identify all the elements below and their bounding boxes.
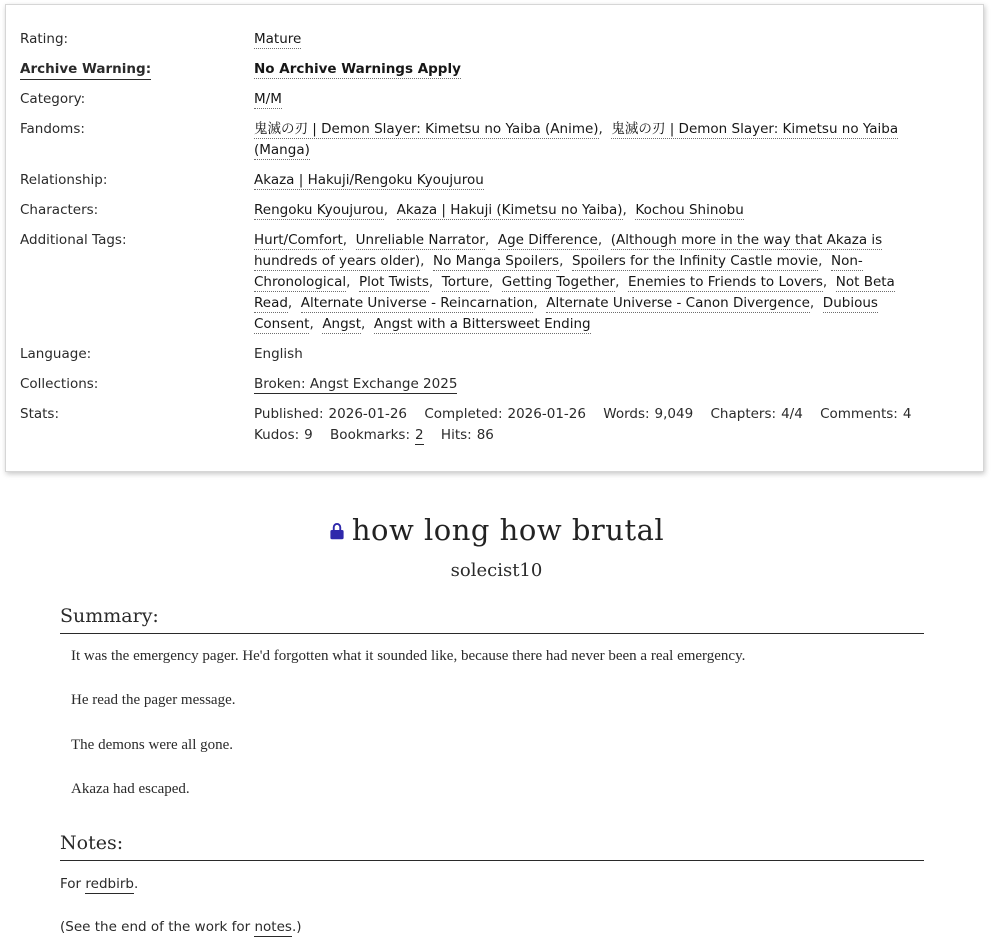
collection-link[interactable]: Broken: Angst Exchange 2025 (254, 375, 458, 392)
notes-heading: Notes: (60, 832, 924, 861)
collections-label: Collections: (20, 375, 99, 392)
meta-row-rating (15, 29, 973, 50)
relationship-tags (254, 170, 930, 191)
tag-link[interactable]: Alternate Universe - Canon Divergence (546, 294, 810, 311)
archive-warning-label: Archive Warning: (15, 59, 254, 80)
characters-label: Characters: (20, 201, 99, 218)
tag-separator: , (533, 294, 547, 311)
additional-tags (254, 230, 930, 335)
stat-value: 9,049 (654, 405, 694, 422)
tag-separator: , (428, 273, 442, 290)
tag-link[interactable]: Mature (254, 30, 302, 47)
tag-link[interactable]: Dubious Consent (254, 294, 878, 332)
meta-row-additional-tags (15, 230, 973, 335)
tag-link[interactable]: Alternate Universe - Reincarnation (300, 294, 534, 311)
additional-tags-label: Additional Tags: (20, 231, 127, 248)
tag-link[interactable]: Hurt/Comfort (254, 231, 343, 248)
tag-separator: , (309, 315, 323, 332)
work-preface (0, 513, 993, 938)
stat-label: Completed: (424, 405, 503, 422)
stat-label: Hits: (440, 426, 472, 443)
category-label: Category: (20, 90, 86, 107)
lock-icon (329, 513, 345, 547)
end-notes-note: (See the end of the work for notes.) (60, 919, 302, 935)
author-link[interactable]: solecist10 (450, 560, 543, 581)
stat-label: Chapters: (710, 405, 777, 422)
tag-separator: , (615, 273, 628, 290)
work-meta-list (15, 29, 973, 446)
tag-separator: , (622, 201, 636, 218)
tag-link[interactable]: Unreliable Narrator (355, 231, 485, 248)
notes-module (60, 832, 924, 938)
tag-separator: , (342, 231, 356, 248)
relationship-label: Relationship: (20, 171, 108, 188)
work-metadata-panel (5, 4, 984, 472)
tag-link[interactable]: Age Difference (497, 231, 598, 248)
tag-link[interactable]: Kochou Shinobu (635, 201, 744, 218)
character-tags (254, 200, 930, 221)
rating-tags (254, 29, 930, 50)
meta-row-category (15, 89, 973, 110)
summary-paragraph: The demons were all gone. (71, 736, 234, 753)
meta-row-characters (15, 200, 973, 221)
summary-paragraph: It was the emergency pager. He'd forgotten what it sounded like, because there had never been a real emergency. (71, 648, 746, 664)
stat-label: Bookmarks: (330, 426, 411, 443)
meta-row-stats (15, 404, 973, 446)
stat-value-link[interactable]: 2 (415, 426, 424, 443)
tag-link[interactable]: Not Beta Read (254, 273, 895, 311)
tag-link[interactable]: Getting Together (501, 273, 616, 290)
tag-link[interactable]: Torture (441, 273, 489, 290)
meta-row-collections (15, 374, 973, 395)
stat-value: 2026-01-26 (328, 405, 408, 422)
tag-link[interactable]: M/M (254, 90, 282, 107)
tag-separator: , (598, 120, 612, 137)
work-title (0, 513, 993, 547)
fandom-tags (254, 119, 930, 161)
tag-separator: , (287, 294, 301, 311)
gift-note: For redbirb. (60, 876, 139, 892)
tag-link[interactable]: Enemies to Friends to Lovers (628, 273, 823, 290)
tag-separator: , (383, 201, 397, 218)
fandoms-label: Fandoms: (20, 120, 85, 137)
collections-value (254, 374, 930, 395)
tag-link[interactable]: Plot Twists (358, 273, 429, 290)
notes-body (60, 874, 924, 938)
tag-separator: , (346, 273, 359, 290)
category-tags (254, 89, 930, 110)
summary-text (71, 648, 924, 798)
tag-separator: , (361, 315, 374, 332)
tag-link[interactable]: Angst with a Bittersweet Ending (373, 315, 591, 332)
byline (0, 560, 993, 581)
stats-values (254, 404, 930, 446)
stat-label: Words: (603, 405, 650, 422)
stat-value: 86 (476, 426, 494, 443)
stat-value: 2026-01-26 (507, 405, 586, 422)
tag-link[interactable]: Spoilers for the Infinity Castle movie (571, 252, 819, 269)
language-label: Language: (20, 345, 92, 362)
summary-paragraph: Akaza had escaped. (71, 780, 190, 797)
end-notes-link[interactable]: notes (254, 919, 292, 935)
tag-link[interactable]: Non-Chronological (254, 252, 863, 290)
summary-heading: Summary: (60, 605, 924, 634)
tag-link[interactable]: Akaza | Hakuji/Rengoku Kyoujurou (254, 171, 484, 188)
tag-link[interactable]: Rengoku Kyoujurou (254, 201, 384, 218)
tag-link[interactable]: Akaza | Hakuji (Kimetsu no Yaiba) (396, 201, 623, 218)
meta-row-archive-warning (15, 59, 973, 80)
stat-value: 9 (304, 426, 313, 443)
summary-paragraph: He read the pager message. (71, 692, 236, 709)
tag-link[interactable]: 鬼滅の刃 | Demon Slayer: Kimetsu no Yaiba (Anime) (254, 120, 599, 137)
tag-separator: , (559, 252, 572, 269)
meta-row-relationship (15, 170, 973, 191)
tag-link[interactable]: 鬼滅の刃 | Demon Slayer: Kimetsu no Yaiba (Manga) (254, 120, 899, 158)
tag-separator: , (488, 273, 502, 290)
meta-row-language (15, 344, 973, 365)
work-title-text: how long how brutal (351, 513, 665, 547)
stats-label: Stats: (20, 405, 60, 422)
tag-link[interactable]: Angst (322, 315, 361, 332)
stat-value: 4 (902, 405, 912, 422)
tag-separator: , (484, 231, 498, 248)
summary-module (60, 605, 924, 798)
tag-separator: , (597, 231, 611, 248)
stat-value: 4/4 (781, 405, 803, 422)
stat-label: Kudos: (254, 426, 300, 443)
archive-warning-tags (254, 59, 930, 80)
tag-separator: , (420, 252, 434, 269)
tag-link[interactable]: No Manga Spoilers (433, 252, 560, 269)
tag-link[interactable]: No Archive Warnings Apply (254, 60, 461, 77)
gift-recipient-link[interactable]: redbirb (85, 876, 134, 892)
tag-separator: , (818, 252, 831, 269)
stat-label: Comments: (820, 405, 898, 422)
language-value: English (254, 345, 303, 362)
tag-link[interactable]: (Although more in the way that Akaza is hundreds of years older) (254, 231, 883, 269)
rating-label: Rating: (20, 30, 69, 47)
tag-separator: , (809, 294, 823, 311)
tag-separator: , (822, 273, 836, 290)
stat-label: Published: (254, 405, 324, 422)
meta-row-fandoms (15, 119, 973, 161)
